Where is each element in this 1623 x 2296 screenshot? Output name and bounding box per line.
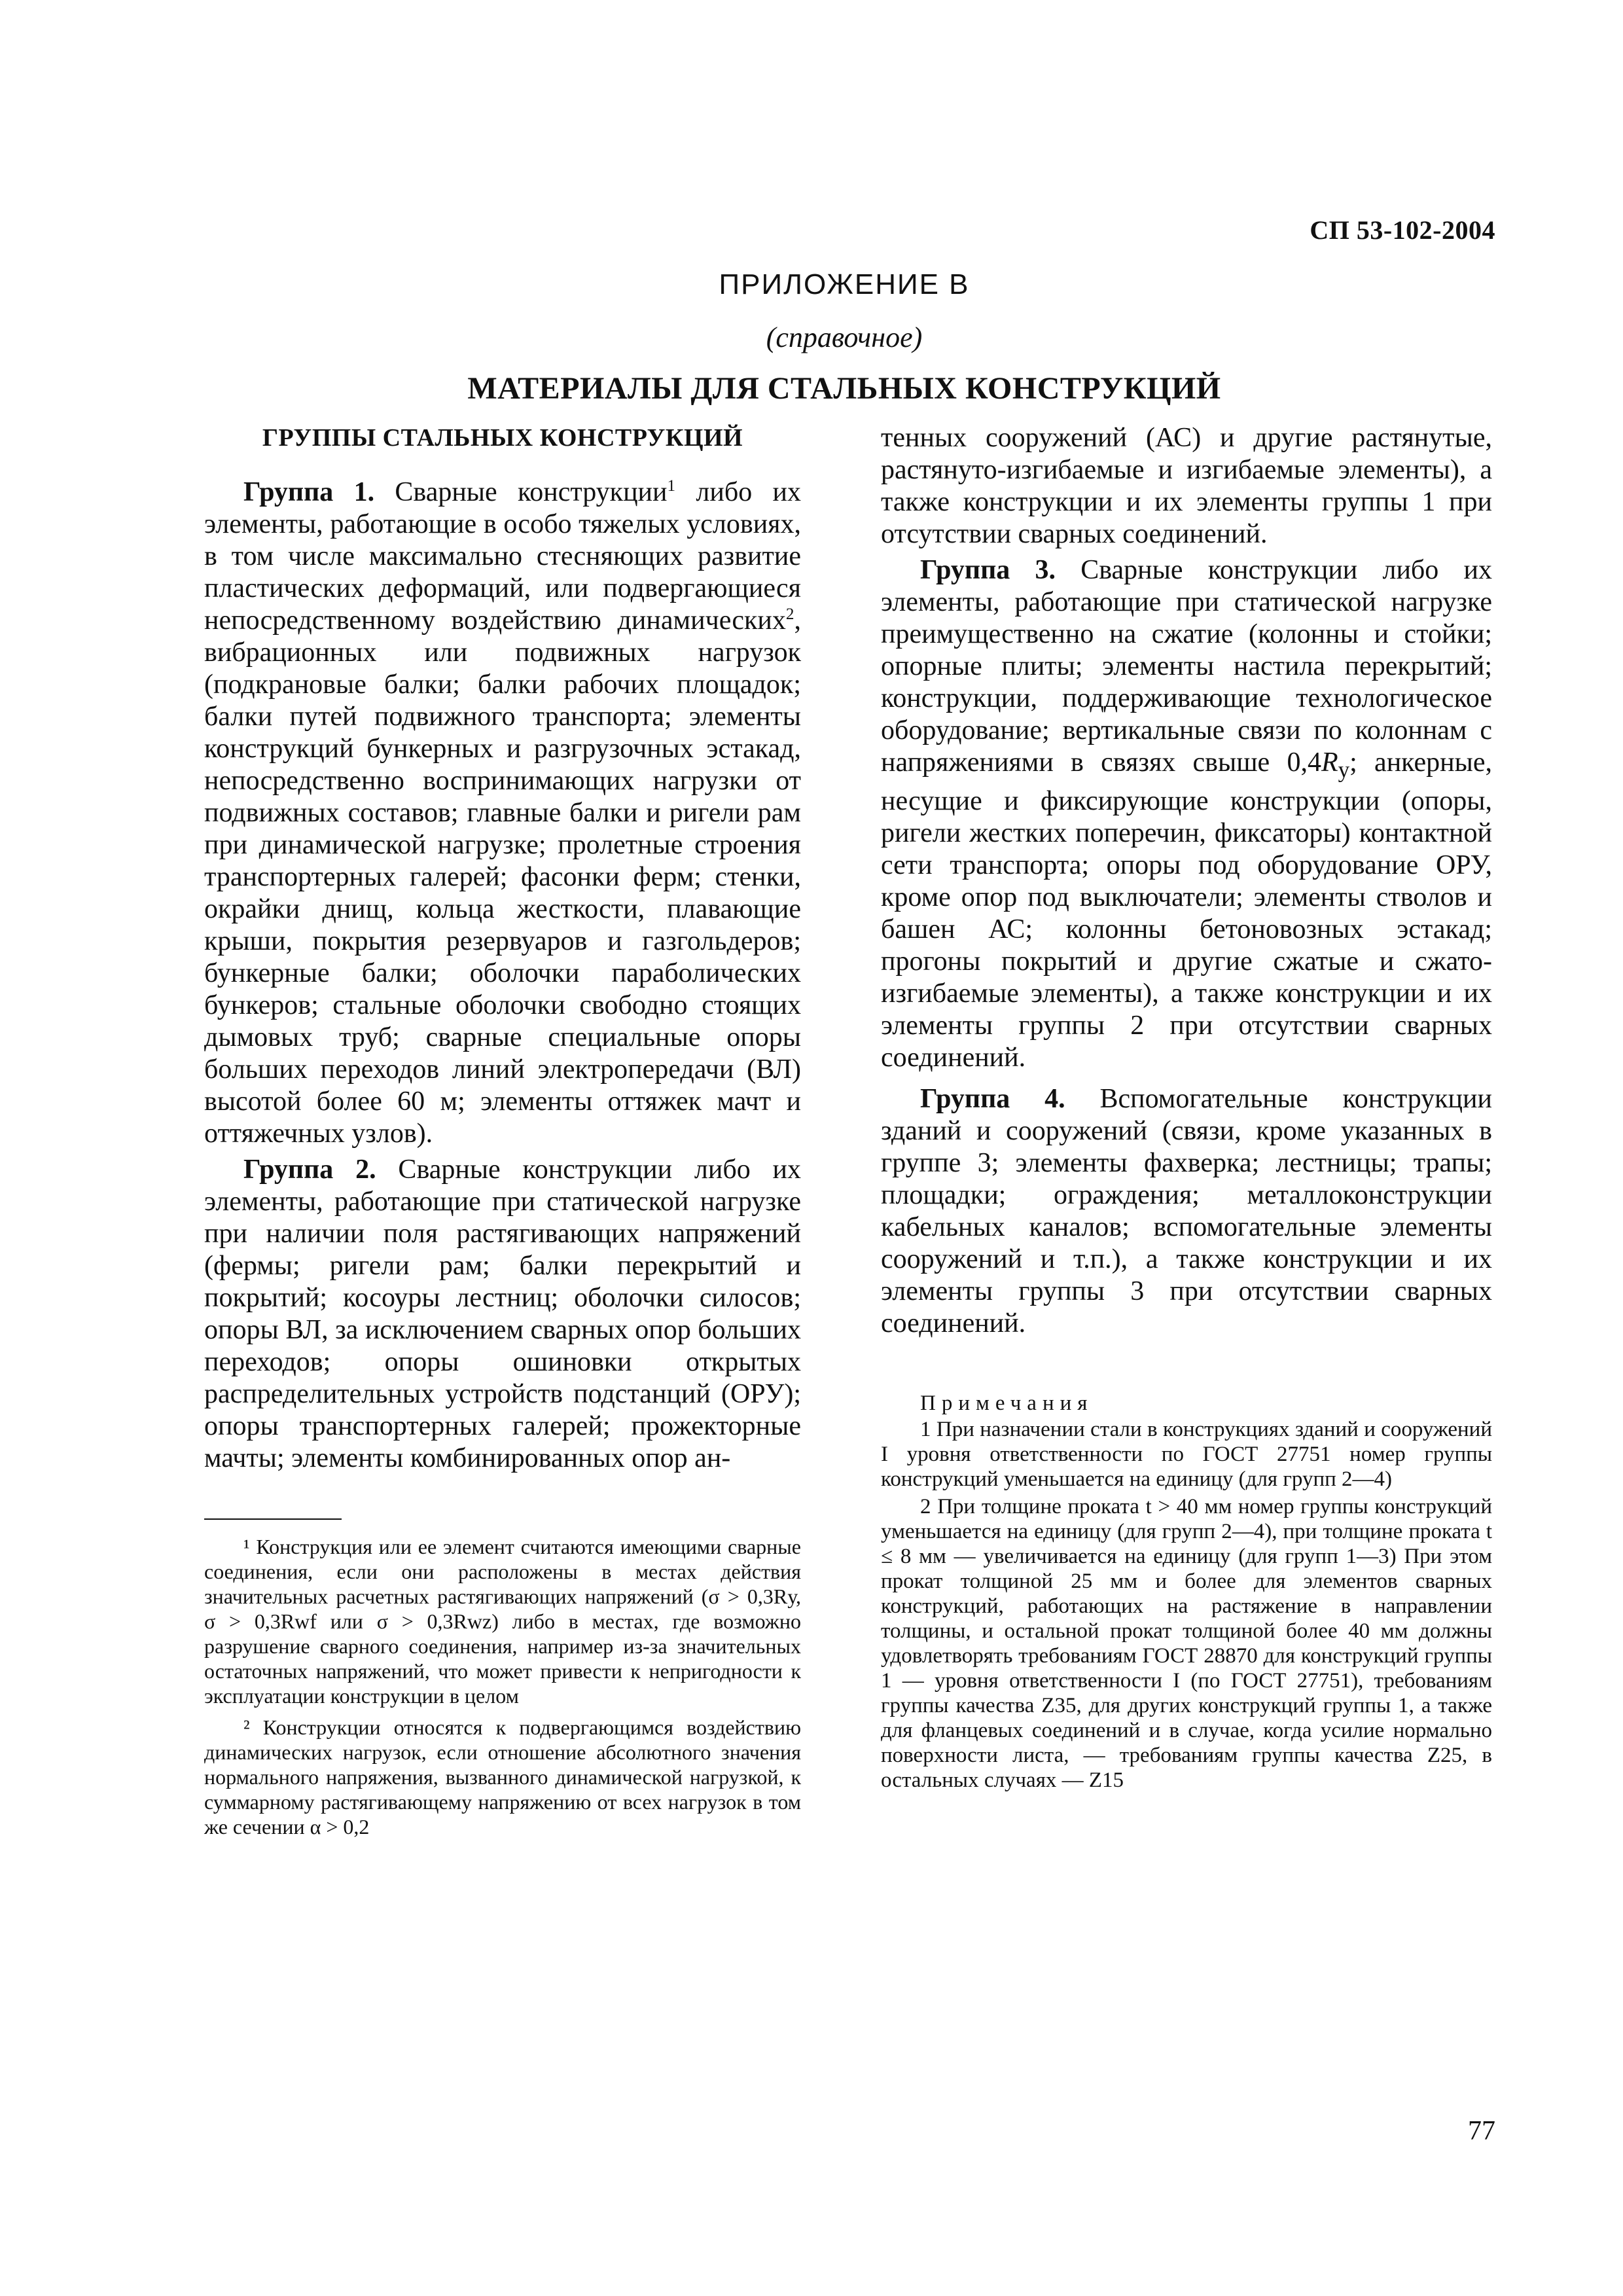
footnotes	[204, 1518, 801, 1846]
document-code: СП 53-102-2004	[1310, 215, 1495, 245]
group-1-text-a: Сварные конструкции	[374, 477, 668, 507]
group-4-label: Группа 4.	[920, 1084, 1065, 1115]
group-1-text-c: , вибрационных или подвижных нагрузок (подкрановые балки; балки рабочих площадок; балки путей подвижного транспорта; элементы конструкций бункерных и разгрузочных эстакад, непосредственно воспринимающих нагрузки от подвижных составов; главные балки и ригели рам при динамической нагрузке; пролетные строения транспортерных галерей; фасонки ферм; стенки, окрайки днищ, кольца жесткости, плавающие крыши, покрытия резервуаров и газгольдеров; бункерные балки; оболочки параболических бункеров; стальные оболочки свободно стоящих дымовых труб; сварные специальные опоры больших переходов линий электропередачи (ВЛ) высотой более 60 м; элементы оттяжек мачт и оттяжечных узлов).	[204, 605, 801, 1149]
appendix-type: (справочное)	[766, 321, 923, 353]
note-2: 2 При толщине проката t > 40 мм номер группы конструкций уменьшается на единицу (для групп 2—4), при толщине проката t ≤ 8 мм — увеличивается на единицу (для групп 1—3) При этом прокат толщиной 25 мм и более для элементов сварных конструкций, работающих на растяжение в направлении толщины, и остальной прокат толщиной более 40 мм должны удовлетворять требованиям ГОСТ 28870 для конструкций группы 1 — уровня ответственности I (по ГОСТ 27751), требованиям группы качества Z35, для других конструкций группы 1, а также для фланцевых соединений и в случае, когда усилие нормально поверхности листа, — требованиям группы качества Z25, в остальных случаях — Z15	[881, 1495, 1492, 1792]
group-4-paragraph	[881, 1083, 1492, 1340]
group-2-text: Сварные конструкции либо их элементы, работающие при статической нагрузке при наличии поля растягивающих напряжений (фермы; ригели рам; балки перекрытий и покрытий; косоуры лестниц; оболочки силосов; опоры ВЛ, за исключением сварных опор больших переходов; опоры ошиновки открытых распределительных устройств подстанций (ОРУ); опоры транспортерных галерей; прожекторные мачты; элементы комбинированных опор ан-	[204, 1155, 802, 1473]
footnote-divider	[204, 1518, 342, 1520]
group-3-text-b: ; анкерные, несущие и фиксирующие конструкции (опоры, ригели жестких поперечин, фиксаторы) контактной сети транспорта; опоры под оборудование ОРУ, кроме опор под выключатели; элементы стволов и башен АС; колонны бетоновозных эстакад; прогоны покрытий и другие сжатые и сжато-изгибаемые элементы), а также конструкции и их элементы группы 2 при отсутствии сварных соединений.	[881, 747, 1493, 1073]
section-title: ГРУППЫ СТАЛЬНЫХ КОНСТРУКЦИЙ	[262, 424, 743, 452]
footnote-2: ² Конструкции относятся к подвергающимся воздействию динамических нагрузок, если отношение абсолютного значения нормального напряжения, вызванного динамической нагрузкой, к суммарному растягивающему напряжению от всех нагрузок в том же сечении α > 0,2	[204, 1715, 801, 1839]
footnote-ref-2: 2	[785, 605, 794, 623]
group-3-paragraph	[881, 554, 1492, 1074]
group-3-var: R	[1321, 747, 1338, 778]
group-2-continuation: тенных сооружений (АС) и другие растянутые, растянуто-изгибаемые и изгибаемые элементы), а также конструкции и их элементы группы 1 при отсутствии сварных соединений.	[881, 423, 1492, 549]
group-2-label: Группа 2.	[243, 1155, 376, 1185]
group-1-text-b: либо их элементы, работающие в особо тяжелых условиях, в том числе максимально стесняющих развитие пластических деформаций, или подвергающиеся непосредственному воздействию динамических	[204, 477, 802, 636]
group-3-text-a: Сварные конструкции либо их элементы, работающие при статической нагрузке преимущественно на сжатие (колонны и стойки; опорные плиты; элементы настила перекрытий; конструкции, поддерживающие технологическое оборудование; вертикальные связи по колоннам с напряжениями в связях свыше 0,4	[881, 555, 1493, 778]
footnote-ref-1: 1	[667, 477, 676, 495]
group-4-text: Вспомогательные конструкции зданий и сооружений (связи, кроме указанных в группе 3; элементы фахверка; лестницы; трапы; площадки; ограждения; металлоконструкции кабельных каналов; вспомогательные элементы сооружений и т.п.), а также конструкции и их элементы группы 3 при отсутствии сварных соединений.	[881, 1084, 1492, 1339]
group-3-sub: y	[1338, 757, 1350, 783]
notes-title: Примечания	[920, 1391, 1094, 1415]
footnote-1: ¹ Конструкция или ее элемент считаются имеющими сварные соединения, если они расположены в местах действия значительных расчетных растягивающих напряжений (σ > 0,3Rу, σ > 0,3Rwf или σ > 0,3Rwz) либо в местах, где возможно разрушение сварного соединения, например из-за значительных остаточных напряжений, что может привести к непригодности к эксплуатации конструкции в целом	[204, 1535, 801, 1708]
group-1-label: Группа 1.	[243, 477, 375, 507]
note-1: 1 При назначении стали в конструкциях зданий и сооружений I уровня ответственности по ГОСТ 27751 номер группы конструкций уменьшается на единицу (для групп 2—4)	[881, 1418, 1492, 1491]
appendix-title: МАТЕРИАЛЫ ДЛЯ СТАЛЬНЫХ КОНСТРУКЦИЙ	[467, 371, 1221, 406]
appendix-label: ПРИЛОЖЕНИЕ В	[719, 268, 970, 300]
group-3-label: Группа 3.	[920, 555, 1056, 585]
group-1-paragraph	[204, 476, 801, 1150]
page-number: 77	[1468, 2116, 1495, 2146]
right-column	[881, 422, 1492, 1344]
group-2-paragraph	[204, 1154, 801, 1475]
notes-block	[881, 1391, 1492, 1795]
left-column	[204, 422, 801, 1479]
